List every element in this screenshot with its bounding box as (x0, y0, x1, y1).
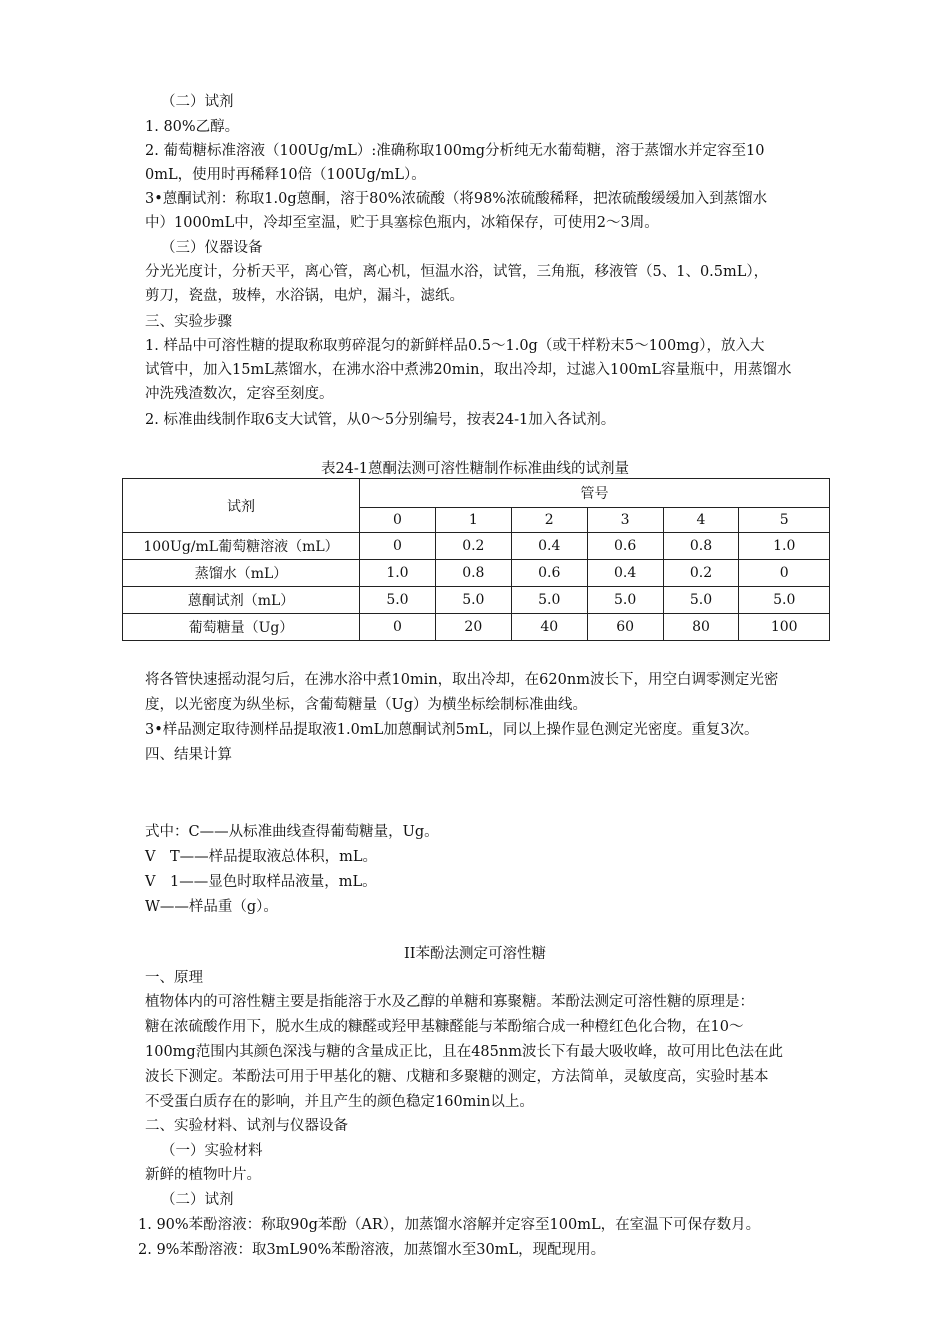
table-cell: 5.0 (511, 587, 587, 614)
section-reagents-heading: （二）试剂 (161, 94, 234, 110)
table-cell: 0 (360, 614, 436, 641)
row-label: 蒸馏水（mL） (123, 560, 360, 587)
formula-vt: V T——样品提取液总体积，mL。 (145, 849, 378, 865)
instruments-line-1: 分光光度计，分析天平，离心管，离心机，恒温水浴，试管，三角瓶，移液管（5、1、0.5mL）， (145, 264, 769, 280)
table-cell: 0.8 (663, 533, 739, 560)
reagent-3-line-2: 中）1000mL中，冷却至室温，贮于具塞棕色瓶内，冰箱保存，可使用2〜3周。 (145, 215, 659, 231)
table-cell: 5.0 (739, 587, 830, 614)
part-2-principle-heading: 一、原理 (145, 970, 203, 986)
section-instruments-heading: （三）仪器设备 (161, 240, 263, 256)
table-cell: 0.4 (511, 533, 587, 560)
table-cell: 5.0 (663, 587, 739, 614)
table-row (123, 560, 830, 587)
row-label: 葡萄糖量（Ug） (123, 614, 360, 641)
table-caption: 表24-1蒽酮法测可溶性糖制作标准曲线的试剂量 (320, 461, 630, 477)
after-table-line-1: 将各管快速摇动混匀后，在沸水浴中煮10min，取出冷却，在620nm波长下，用空白调零测定光密 (145, 672, 779, 688)
row-label: 100Ug/mL葡萄糖溶液（mL） (123, 533, 360, 560)
step-1-line-3: 冲洗残渣数次，定容至刻度。 (145, 386, 334, 402)
table-cell: 0 (360, 533, 436, 560)
formula-c: 式中：C——从标准曲线查得葡萄糖量，Ug。 (145, 824, 439, 840)
table-cell: 0.8 (435, 560, 511, 587)
table-cell: 40 (511, 614, 587, 641)
reagent-2-line-2: 0mL，使用时再稀释10倍（100Ug/mL）。 (145, 167, 426, 183)
table-row (123, 587, 830, 614)
principle-line-2: 糖在浓硫酸作用下，脱水生成的糠醛或羟甲基糠醛能与苯酚缩合成一种橙红色化合物，在10〜 (145, 1019, 744, 1035)
part-2-materials-heading: 二、实验材料、试剂与仪器设备 (145, 1118, 348, 1134)
tube-number: 5 (739, 508, 830, 533)
tube-number: 4 (663, 508, 739, 533)
table-cell: 100 (739, 614, 830, 641)
table-cell: 0 (739, 560, 830, 587)
section-results-heading: 四、结果计算 (145, 747, 232, 763)
tube-number: 2 (511, 508, 587, 533)
table-row (123, 533, 830, 560)
table-cell: 60 (587, 614, 663, 641)
step-2: 2. 标准曲线制作取6支大试管，从0〜5分别编号，按表24-1加入各试剂。 (145, 412, 616, 428)
step-3: 3•样品测定取待测样品提取液1.0mL加蒽酮试剂5mL，同以上操作显色测定光密度。重复3次。 (145, 722, 759, 738)
part-2-reagent-1: 1. 90%苯酚溶液：称取90g苯酚（AR），加蒸馏水溶解并定容至100mL，在室温下可保存数月。 (138, 1217, 761, 1233)
step-1-line-1: 1. 样品中可溶性糖的提取称取剪碎混匀的新鲜样品0.5〜1.0g（或干样粉末5〜100mg），放入大 (145, 338, 765, 354)
formula-w: W——样品重（g）。 (145, 899, 278, 915)
reagent-table (122, 478, 830, 641)
instruments-line-2: 剪刀，瓷盘，玻棒，水浴锅，电炉，漏斗，滤纸。 (145, 288, 464, 304)
table-cell: 5.0 (587, 587, 663, 614)
reagent-1: 1. 80%乙醇。 (145, 119, 240, 135)
principle-line-5: 不受蛋白质存在的影响，并且产生的颜色稳定160min以上。 (145, 1094, 534, 1110)
tube-number: 1 (435, 508, 511, 533)
table-cell: 1.0 (739, 533, 830, 560)
table-row (123, 614, 830, 641)
part-2-reagent-2: 2. 9%苯酚溶液：取3mL90%苯酚溶液，加蒸馏水至30mL，现配现用。 (138, 1242, 606, 1258)
part-2-reagents-subheading: （二）试剂 (161, 1192, 234, 1208)
table-cell: 80 (663, 614, 739, 641)
table-cell: 5.0 (360, 587, 436, 614)
table-cell: 0.2 (435, 533, 511, 560)
reagent-2-line-1: 2. 葡萄糖标准溶液（100Ug/mL）:准确称取100mg分析纯无水葡萄糖，溶于蒸馏水并定容至10 (145, 143, 765, 159)
principle-line-4: 波长下测定。苯酚法可用于甲基化的糖、戊糖和多聚糖的测定，方法简单，灵敏度高，实验时基本 (145, 1069, 769, 1085)
table-cell: 0.6 (511, 560, 587, 587)
materials-text: 新鲜的植物叶片。 (145, 1167, 261, 1183)
reagent-3-line-1: 3•蒽酮试剂：称取1.0g蒽酮，溶于80%浓硫酸（将98%浓硫酸稀释，把浓硫酸缓缓加入到蒸馏水 (145, 191, 768, 207)
table-cell: 0.6 (587, 533, 663, 560)
table-cell: 0.2 (663, 560, 739, 587)
materials-subheading: （一）实验材料 (161, 1143, 263, 1159)
part-2-title: II苯酚法测定可溶性糖 (404, 946, 546, 962)
tube-number: 3 (587, 508, 663, 533)
principle-line-3: 100mg范围内其颜色深浅与糖的含量成正比，且在485nm波长下有最大吸收峰，故可用比色法在此 (145, 1044, 783, 1060)
table-cell: 0.4 (587, 560, 663, 587)
row-label: 蒽酮试剂（mL） (123, 587, 360, 614)
table-cell: 5.0 (435, 587, 511, 614)
table-header-tube: 管号 (360, 479, 830, 508)
table-header-reagent: 试剂 (123, 479, 360, 533)
formula-v1: V 1——显色时取样品液量，mL。 (145, 874, 377, 890)
tube-number: 0 (360, 508, 436, 533)
section-steps-heading: 三、实验步骤 (145, 314, 232, 330)
table-cell: 20 (435, 614, 511, 641)
table-cell: 1.0 (360, 560, 436, 587)
step-1-line-2: 试管中，加入15mL蒸馏水，在沸水浴中煮沸20min，取出冷却，过滤入100mL容量瓶中，用蒸馏水 (145, 362, 792, 378)
after-table-line-2: 度，以光密度为纵坐标，含葡萄糖量（Ug）为横坐标绘制标准曲线。 (145, 697, 587, 713)
principle-line-1: 植物体内的可溶性糖主要是指能溶于水及乙醇的单糖和寡聚糖。苯酚法测定可溶性糖的原理是： (145, 994, 754, 1010)
